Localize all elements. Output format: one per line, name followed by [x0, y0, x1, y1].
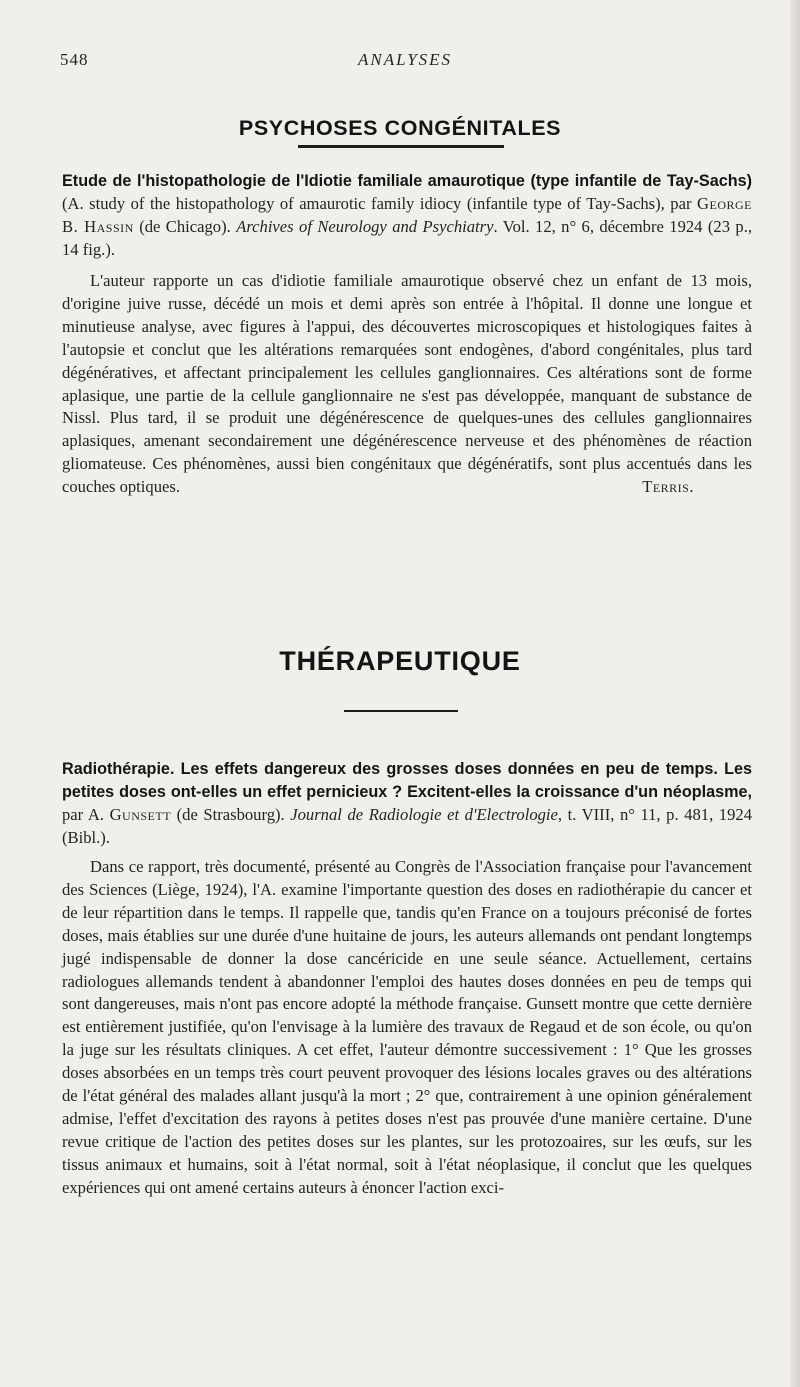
- reference-text: par A.: [62, 804, 110, 824]
- article-body-text: Dans ce rapport, très documenté, présenté au Congrès de l'Association française pour l'avancement des Sciences (Liège, 1924), l'A. examine l'importante question des doses en radiothérapie du cancer et de leur répartition dans le temps. Il rappelle que, tandis qu'en France on a toujours préconisé de fortes doses, mais établies sur une durée d'une huitaine de jours, les auteurs allemands ont pendant longtemps jugé indispensable de donner la dose cancéricide en une seule séance. Actuellement, certains radiologues allemands tendent à abandonner l'emploi des hautes doses données en peu de temps qui sont dangereuses, mais n'ont pas encore adopté la méthode française. Gunsett montre que cette dernière est entièrement justifiée, qu'on l'envisage à la lumière des travaux de Regaud et de son école, ou qu'on la juge sur les résultats cliniques. A cet effet, l'auteur démontre successivement : 1° Que les grosses doses absorbées en un temps très court peuvent provoquer des lésions locales graves ou des altérations de l'état général des malades allant jusqu'à la mort ; 2° que, contrairement à une opinion généralement admise, l'effet d'excitation des rayons à petites doses n'est pas prouvée d'une manière certaine. D'une revue critique de l'action des petites doses sur les plantes, sur les protozoaires, sur les œufs, sur les tissus animaux et humains, soit à l'état normal, soit à l'état néoplasique, il conclut que les quelques expériences qui ont amené certains auteurs à énoncer l'action exci-: [62, 857, 752, 1197]
- page-edge-shadow: [790, 0, 800, 1387]
- reference-text: (de Strasbourg).: [171, 804, 291, 824]
- page-header: [60, 50, 750, 74]
- journal-name: Journal de Radiologie et d'Electrologie: [290, 804, 558, 824]
- article-body-radiotherapie: [62, 856, 752, 1200]
- section-title-psychoses: PSYCHOSES CONGÉNITALES: [238, 116, 562, 140]
- reference-text: (de Chicago).: [133, 216, 237, 236]
- article-title: Etude de l'histopathologie de l'Idiotie familiale amaurotique (type infantile de Tay-Sachs): [62, 172, 752, 190]
- author-name: George B. Hassin: [62, 193, 752, 236]
- page-number: 548: [60, 50, 89, 69]
- reference-text: . Vol. 12, n° 6, décembre 1924 (23 p., 14 fig.).: [62, 216, 752, 259]
- author-name: Gunsett: [109, 804, 172, 824]
- article-reference-tay-sachs: [62, 170, 752, 262]
- article-title: Radiothérapie. Les effets dangereux des grosses doses données en peu de temps. Les petites doses ont-elles un effet pernicieux ? Excitent-elles la croissance d'un néoplasme,: [62, 760, 752, 801]
- article-body-tay-sachs: [62, 270, 752, 499]
- article-body-text: L'auteur rapporte un cas d'idiotie familiale amaurotique observé chez un enfant de 13 mois, d'origine juive russe, décédé un mois et demi après son entrée à l'hôpital. Il donne une longue et minutieuse analyse, avec figures à l'appui, des découvertes microscopiques et histologiques faites à l'autopsie et conclut que les altérations remarquées sont endogènes, d'abord congénitales, plus tard dégénératives, et affectant principalement les cellules ganglionnaires. Ces altérations sont de forme aplasique, une partie de la cellule ganglionnaire ne s'est pas développée, manquant de substance de Nissl. Plus tard, il se produit une dégénérescence de quelques-unes des cellules ganglionnaires aplasiques, amenant secondairement une dégénérescence nerveuse et des phénomènes de réaction gliomateuse. Ces phénomènes, aussi bien congénitaux que dégénératifs, sont plus accentués dans les couches optiques.: [62, 271, 752, 497]
- section-rule-therapeutique: [344, 710, 458, 712]
- journal-name: Archives of Neurology and Psychiatry: [236, 216, 494, 236]
- section-rule-psychoses: [298, 145, 504, 148]
- article-reference-radiotherapie: [62, 758, 752, 850]
- section-title-therapeutique: THÉRAPEUTIQUE: [279, 646, 521, 676]
- running-title: ANALYSES: [357, 50, 453, 69]
- article-signature: Terris.: [642, 477, 694, 497]
- reference-text: , t. VIII, n° 11, p. 481, 1924 (Bibl.).: [62, 804, 752, 847]
- reference-text: (A. study of the histopathology of amaurotic family idiocy (infantile type of Tay-Sachs), par: [62, 193, 698, 213]
